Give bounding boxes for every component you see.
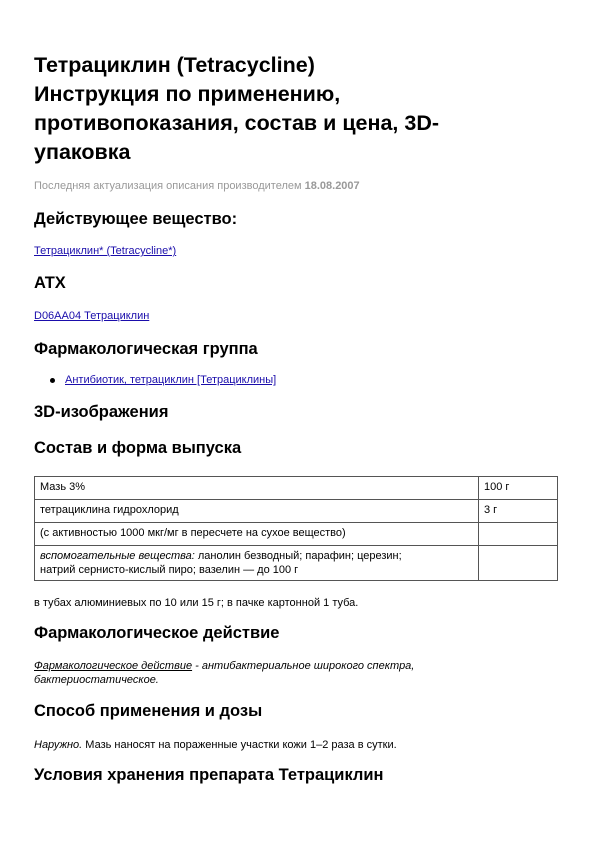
atc-code-link[interactable]: D06AA04 Тетрациклин [34,310,150,322]
heading-storage: Условия хранения препарата Тетрациклин [34,766,384,784]
active-substance-link[interactable]: Тетрациклин* (Tetracycline*) [34,245,177,257]
heading-composition: Состав и форма выпуска [34,439,242,457]
page-title [34,51,554,167]
table-cell: 100 г [479,477,558,500]
dosage-lead: Наружно. [34,739,83,751]
package-note: в тубах алюминиевых по 10 или 15 г; в пачке картонной 1 туба. [34,597,359,609]
last-updated-date: 18.08.2007 [304,180,360,192]
bullet-icon [50,378,55,383]
table-cell [479,523,558,546]
heading-pharm-group: Фармакологическая группа [34,340,258,358]
heading-atc: ATX [34,274,66,292]
title-line-3: противопоказания, состав и цена, 3D- [34,111,440,135]
dosage-desc: Мазь наносят на пораженные участки кожи 1–2 раза в сутки. [82,739,397,751]
table-cell: Мазь 3% [35,477,479,500]
title-line-1: Тетрациклин (Tetracycline) [34,53,315,77]
heading-3d-images: 3D-изображения [34,403,169,421]
title-line-4: упаковка [34,140,131,164]
table-cell: 3 г [479,500,558,523]
table-row [35,477,558,500]
excipients-text-2: натрий сернисто-кислый пиро; вазелин — до 100 г [40,564,299,576]
table-row [35,500,558,523]
excipients-label: вспомогательные вещества: [40,550,195,562]
title-line-2: Инструкция по применению, [34,82,341,106]
table-row [35,546,558,581]
last-updated [34,180,360,192]
pharm-action-desc-2: бактериостатическое. [34,674,159,686]
pharm-group-link[interactable]: Антибиотик, тетрациклин [Тетрациклины] [65,374,277,386]
table-row [35,523,558,546]
table-cell: тетрациклина гидрохлорид [35,500,479,523]
excipients-text: ланолин безводный; парафин; церезин; [194,550,402,562]
heading-dosage: Способ применения и дозы [34,702,263,720]
pharm-action-text [34,659,414,687]
pharm-action-term: Фармакологическое действие [34,660,193,672]
heading-pharm-action: Фармакологическое действие [34,624,280,642]
table-cell: (с активностью 1000 мкг/мг в пересчете на сухое вещество) [35,523,479,546]
table-cell [35,546,479,581]
dosage-text [34,738,397,752]
pharm-action-desc: - антибактериальное широкого спектра, [192,660,415,672]
heading-active-substance: Действующее вещество: [34,210,238,228]
table-cell [479,546,558,581]
last-updated-label: Последняя актуализация описания производителем [34,180,302,192]
composition-table [34,476,558,581]
